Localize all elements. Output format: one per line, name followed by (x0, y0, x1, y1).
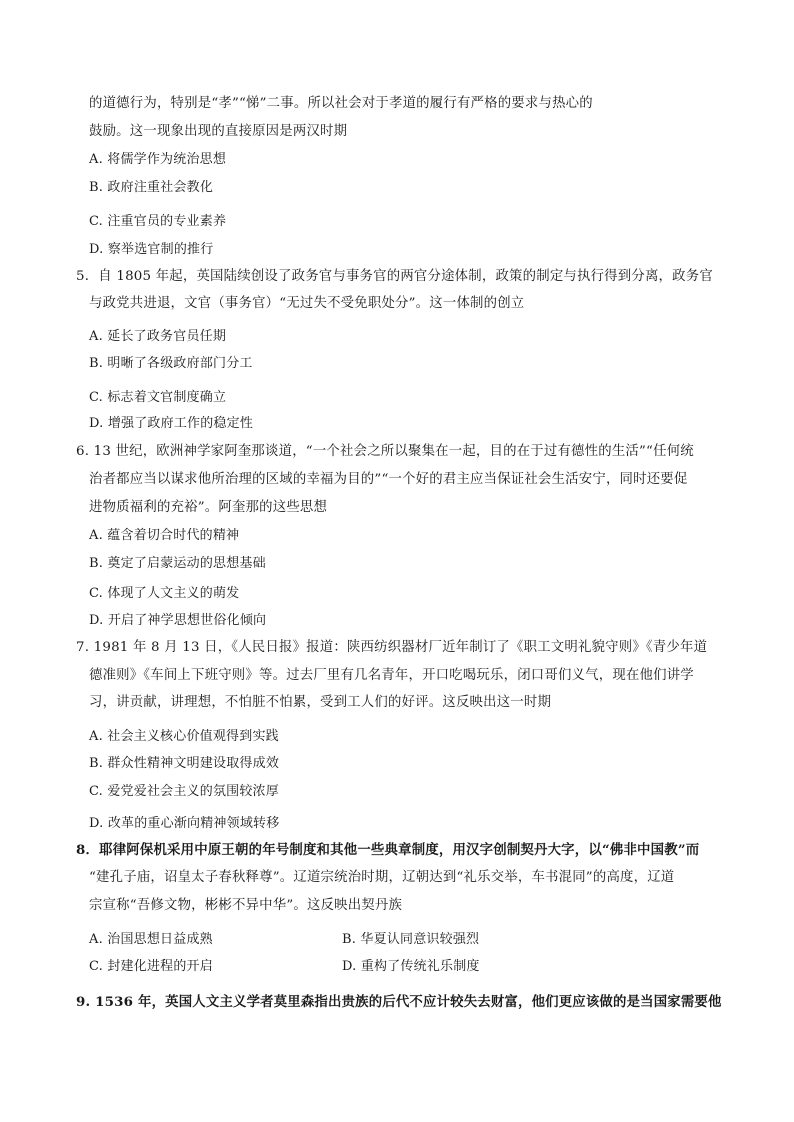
question-4-stem-line-1: 的道德行为，特别是“孝”“悌”二事。所以社会对于孝道的履行有严格的要求与热心的 (89, 96, 593, 111)
question-5-stem-line-1: 5．自 1805 年起，英国陆续创设了政务官与事务官的两官分途体制，政策的制定与执行得到分离，政务官 (76, 269, 713, 284)
question-8-stem-line-3: 宗宣称“吾修文物，彬彬不异中华”。这反映出契丹族 (89, 898, 403, 913)
question-6-option-c: C. 体现了人文主义的萌发 (89, 586, 240, 601)
question-9-stem-line-1: 9. 1536 年，英国人文主义学者莫里森指出贵族的后代不应计较失去财富，他们更应该做的是当国家需要他 (76, 994, 722, 1010)
question-5-option-d: D. 增强了政府工作的稳定性 (89, 416, 254, 431)
question-8-option-b: B. 华夏认同意识较强烈 (342, 932, 480, 947)
question-7-stem-line-2: 德准则》《车间上下班守则》等。过去厂里有几名青年，开口吃喝玩乐，闭口哥们义气，现在他们讲学 (89, 668, 694, 683)
question-6-stem-line-1: 6. 13 世纪，欧洲神学家阿奎那谈道，“一个社会之所以聚集在一起，目的在于过有德性的生活”“任何统 (76, 444, 694, 459)
question-7-option-d: D. 改革的重心渐向精神领域转移 (89, 816, 280, 831)
question-6-option-d: D. 开启了神学思想世俗化倾向 (89, 613, 267, 628)
question-5-stem-line-2: 与政党共进退，文官（事务官）“无过失不受免职处分”。这一体制的创立 (89, 296, 525, 311)
question-5-option-a: A. 延长了政务官员任期 (89, 329, 227, 344)
question-7-option-b: B. 群众性精神文明建设取得成效 (89, 756, 280, 771)
question-7-option-a: A. 社会主义核心价值观得到实践 (89, 729, 279, 744)
question-5-option-c: C. 标志着文官制度确立 (89, 390, 227, 405)
question-6-stem-line-2: 治者都应当以谋求他所治理的区域的幸福为目的”“一个好的君主应当保证社会生活安宁，同时还要促 (89, 472, 688, 487)
question-4-option-a: A. 将儒学作为统治思想 (89, 152, 227, 167)
question-7-option-c: C. 爱党爱社会主义的氛围较浓厚 (89, 784, 279, 799)
question-4-option-b: B. 政府注重社会教化 (89, 180, 214, 195)
question-4-option-c: C. 注重官员的专业素养 (89, 214, 227, 229)
question-6-option-a: A. 蕴含着切合时代的精神 (89, 528, 240, 543)
question-8-option-d: D. 重构了传统礼乐制度 (342, 959, 480, 974)
question-8-option-a: A. 治国思想日益成熟 (89, 932, 213, 947)
question-8-stem-line-1: 8．耶律阿保机采用中原王朝的年号制度和其他一些典章制度，用汉字创制契丹大字，以“佛非中国教”而 (76, 842, 700, 858)
question-6-option-b: B. 奠定了启蒙运动的思想基础 (89, 556, 266, 571)
question-4-stem-line-2: 鼓励。这一现象出现的直接原因是两汉时期 (89, 124, 348, 139)
question-4-option-d: D. 察举选官制的推行 (89, 242, 214, 257)
question-5-option-b: B. 明晰了各级政府部门分工 (89, 356, 253, 371)
question-6-stem-line-3: 进物质福利的充裕”。阿奎那的这些思想 (89, 500, 328, 515)
question-8-option-c: C. 封建化进程的开启 (89, 959, 213, 974)
question-8-stem-line-2: “建孔子庙，诏皇太子春秋释尊”。辽道宗统治时期，辽朝达到“礼乐交举，车书混同”的高度，辽道 (89, 870, 675, 885)
question-7-stem-line-3: 习，讲贡献，讲理想，不怕脏不怕累，受到工人们的好评。这反映出这一时期 (89, 695, 552, 710)
question-7-stem-line-1: 7. 1981 年 8 月 13 日，《人民日报》报道：陕西纺织器材厂近年制订了《职工文明礼貌守则》《青少年道 (76, 640, 708, 655)
